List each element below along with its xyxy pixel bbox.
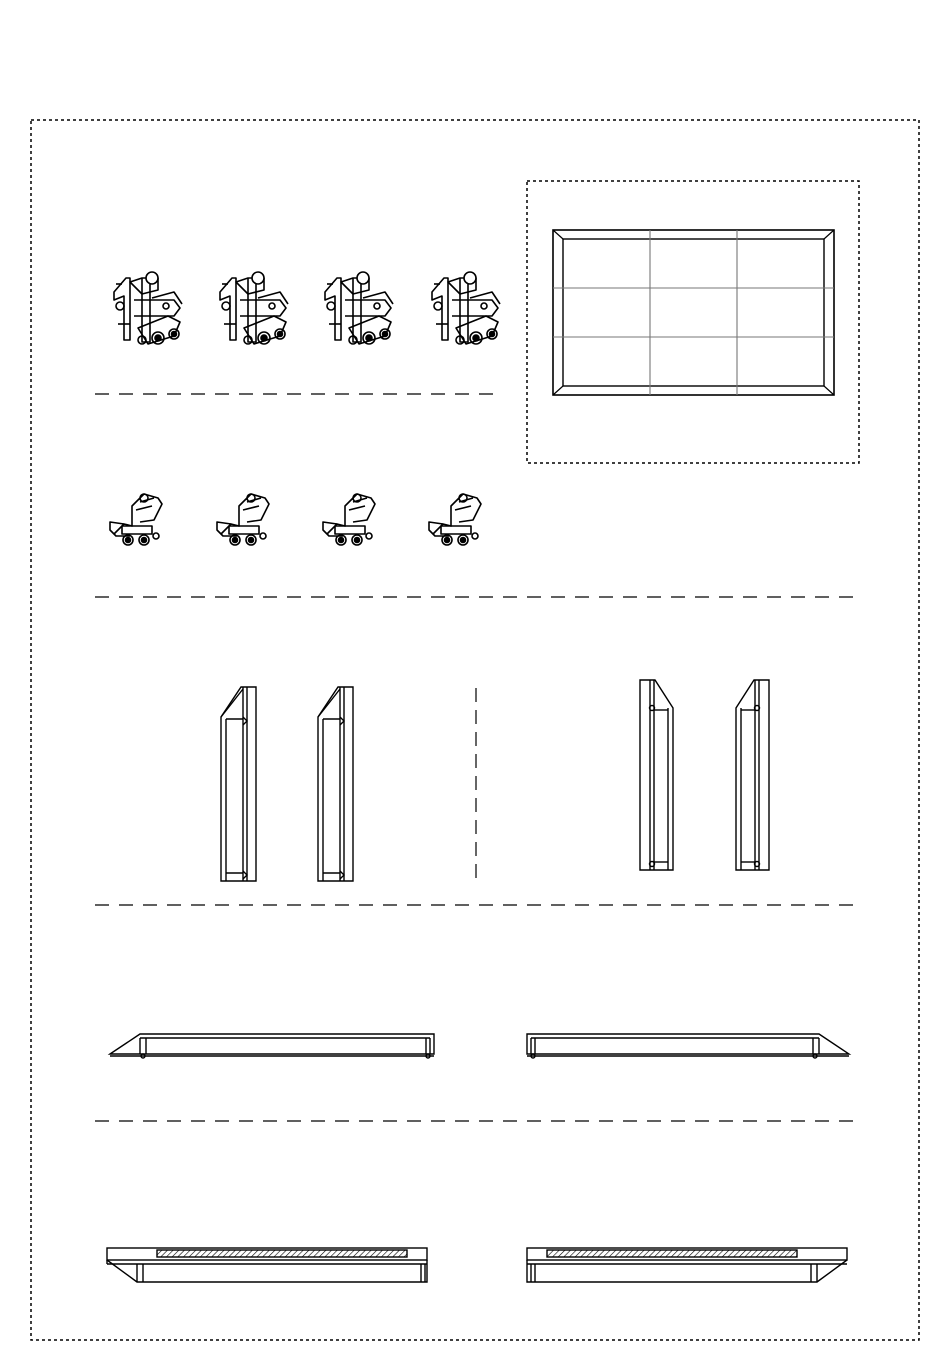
hatched-rails <box>107 1248 847 1282</box>
hatched-rail-icon <box>527 1248 847 1282</box>
large-corner-connector-icon <box>220 272 288 344</box>
large-corner-connector-icon <box>432 272 500 344</box>
large-connectors <box>114 272 500 344</box>
horizontal-rail-icon <box>110 1034 434 1058</box>
frame-panel-group <box>527 181 859 463</box>
horizontal-rails <box>110 1034 849 1058</box>
frame-panel-border <box>527 181 859 463</box>
large-corner-connector-icon <box>114 272 182 344</box>
vertical-rail-icon <box>736 680 769 870</box>
vertical-rails <box>221 680 769 881</box>
small-corner-connector-icon <box>217 494 269 545</box>
large-corner-connector-icon <box>325 272 393 344</box>
vertical-rail-icon <box>318 687 353 881</box>
small-corner-connector-icon <box>110 494 162 545</box>
vertical-rail-icon <box>221 687 256 881</box>
hatched-rail-icon <box>107 1248 427 1282</box>
vertical-rail-icon <box>640 680 673 870</box>
small-corner-connector-icon <box>323 494 375 545</box>
horizontal-rail-icon <box>527 1034 849 1058</box>
small-corner-connector-icon <box>429 494 481 545</box>
small-connectors <box>110 494 481 545</box>
frame-panel-icon <box>553 230 834 395</box>
